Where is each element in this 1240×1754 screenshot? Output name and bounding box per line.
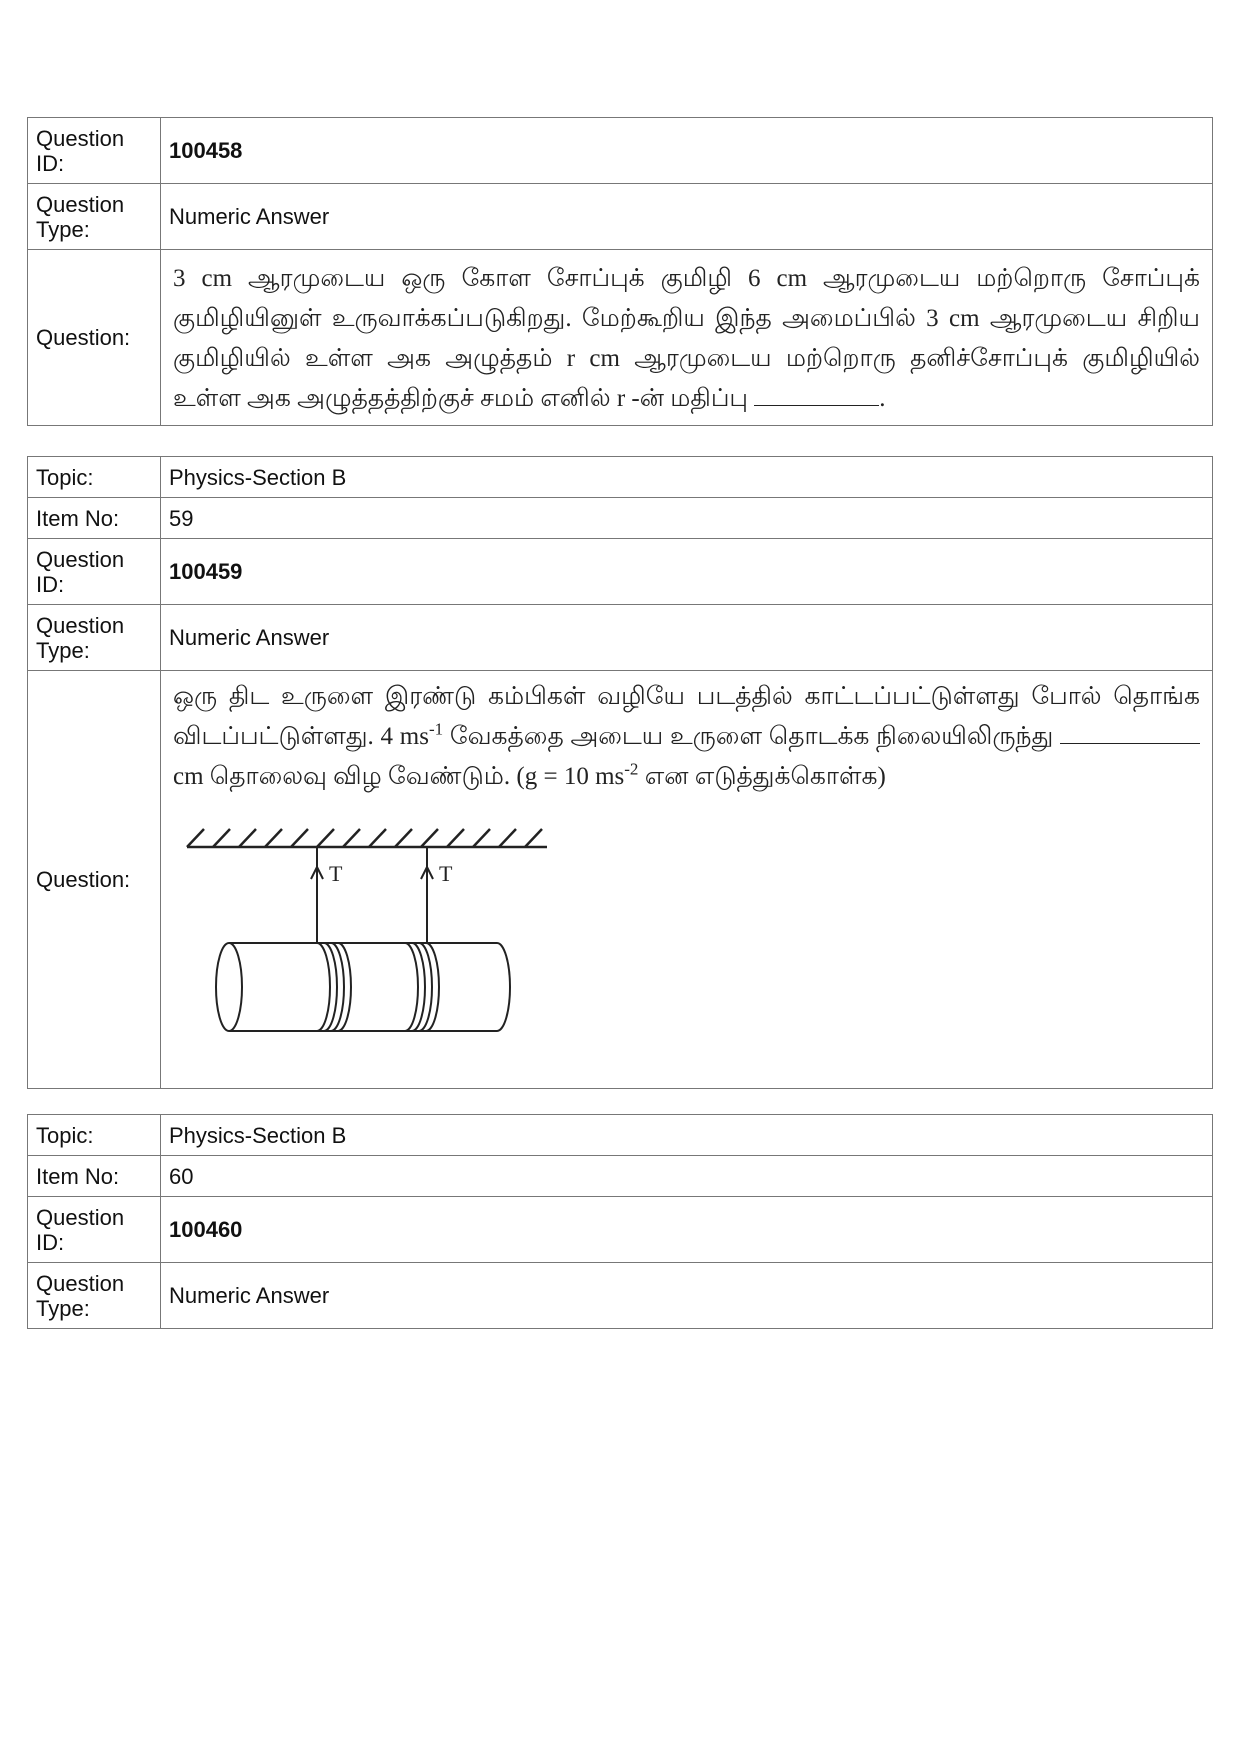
item-no-row — [28, 1156, 1213, 1197]
topic-label: Topic: — [28, 457, 161, 498]
topic-value: Physics-Section B — [161, 457, 1213, 498]
question-id-label: Question ID: — [28, 118, 161, 184]
question-label: Question: — [28, 671, 161, 1089]
ceiling-support — [187, 829, 547, 847]
question-text-part1: ஒரு திட உருளை இரண்டு கம்பிகள் வழியே படத்தில் காட்டப்பட்டுள்ளது போல் தொங்க விடப்பட்டுள்ளது. 4 ms — [173, 683, 1200, 750]
question-id-label: Question ID: — [28, 1197, 161, 1263]
question-type-value: Numeric Answer — [161, 184, 1213, 250]
question-type-label: Question Type: — [28, 605, 161, 671]
question-type-row — [28, 184, 1213, 250]
topic-row — [28, 457, 1213, 498]
question-type-value: Numeric Answer — [161, 1263, 1213, 1329]
tension-label-right: T — [439, 861, 453, 886]
question-id-row — [28, 539, 1213, 605]
question-type-label: Question Type: — [28, 1263, 161, 1329]
question-id-row — [28, 118, 1213, 184]
item-no-label: Item No: — [28, 1156, 161, 1197]
question-id-label: Question ID: — [28, 539, 161, 605]
item-no-value: 60 — [161, 1156, 1213, 1197]
question-cell — [161, 671, 1213, 1089]
question-block-100460 — [27, 1114, 1213, 1329]
question-text-exponent-1: -1 — [428, 719, 444, 739]
question-id-row — [28, 1197, 1213, 1263]
topic-label: Topic: — [28, 1115, 161, 1156]
question-id-value: 100460 — [161, 1197, 1213, 1263]
solid-cylinder — [216, 943, 510, 1031]
question-text — [169, 253, 1204, 423]
question-text-main: 3 cm ஆரமுடைய ஒரு கோள சோப்புக் குமிழி 6 cm ஆரமுடைய மற்றொரு சோப்புக் குமிழியினுள் உருவாக்கப்படுகிறது. மேற்கூறிய இந்த அமைப்பில் 3 cm ஆரமுடைய சிறிய குமிழியில் உள்ள அக அழுத்தம் r cm ஆரமுடைய மற்றொரு தனிச்சோப்புக் குமிழியில் உள்ள அக அழுத்தத்திற்குச் சமம் எனில் r -ன் மதிப்பு — [173, 264, 1200, 412]
question-text-end: . — [879, 384, 886, 412]
question-block-100458 — [27, 117, 1213, 426]
question-id-value: 100459 — [161, 539, 1213, 605]
tension-label-left: T — [329, 861, 343, 886]
question-type-row — [28, 605, 1213, 671]
question-row — [28, 671, 1213, 1089]
question-text-part4: என எடுத்துக்கொள்க) — [638, 763, 886, 790]
answer-blank — [754, 385, 879, 406]
question-id-value: 100458 — [161, 118, 1213, 184]
question-label: Question: — [28, 250, 161, 426]
question-text — [169, 671, 1204, 801]
question-text-part2: வேகத்தை அடைய உருளை தொடக்க நிலையிலிருந்து — [443, 723, 1054, 750]
question-block-100459 — [27, 456, 1213, 1089]
answer-blank — [1060, 723, 1200, 744]
item-no-value: 59 — [161, 498, 1213, 539]
topic-value: Physics-Section B — [161, 1115, 1213, 1156]
question-type-label: Question Type: — [28, 184, 161, 250]
question-cell — [161, 250, 1213, 426]
topic-row — [28, 1115, 1213, 1156]
item-no-row — [28, 498, 1213, 539]
item-no-label: Item No: — [28, 498, 161, 539]
suspended-cylinder-figure — [177, 807, 567, 1039]
question-row — [28, 250, 1213, 426]
question-type-value: Numeric Answer — [161, 605, 1213, 671]
question-type-row — [28, 1263, 1213, 1329]
question-text-exponent-2: -2 — [624, 759, 639, 779]
question-text-part3: cm தொலைவு விழ வேண்டும். (g = 10 ms — [173, 763, 625, 790]
